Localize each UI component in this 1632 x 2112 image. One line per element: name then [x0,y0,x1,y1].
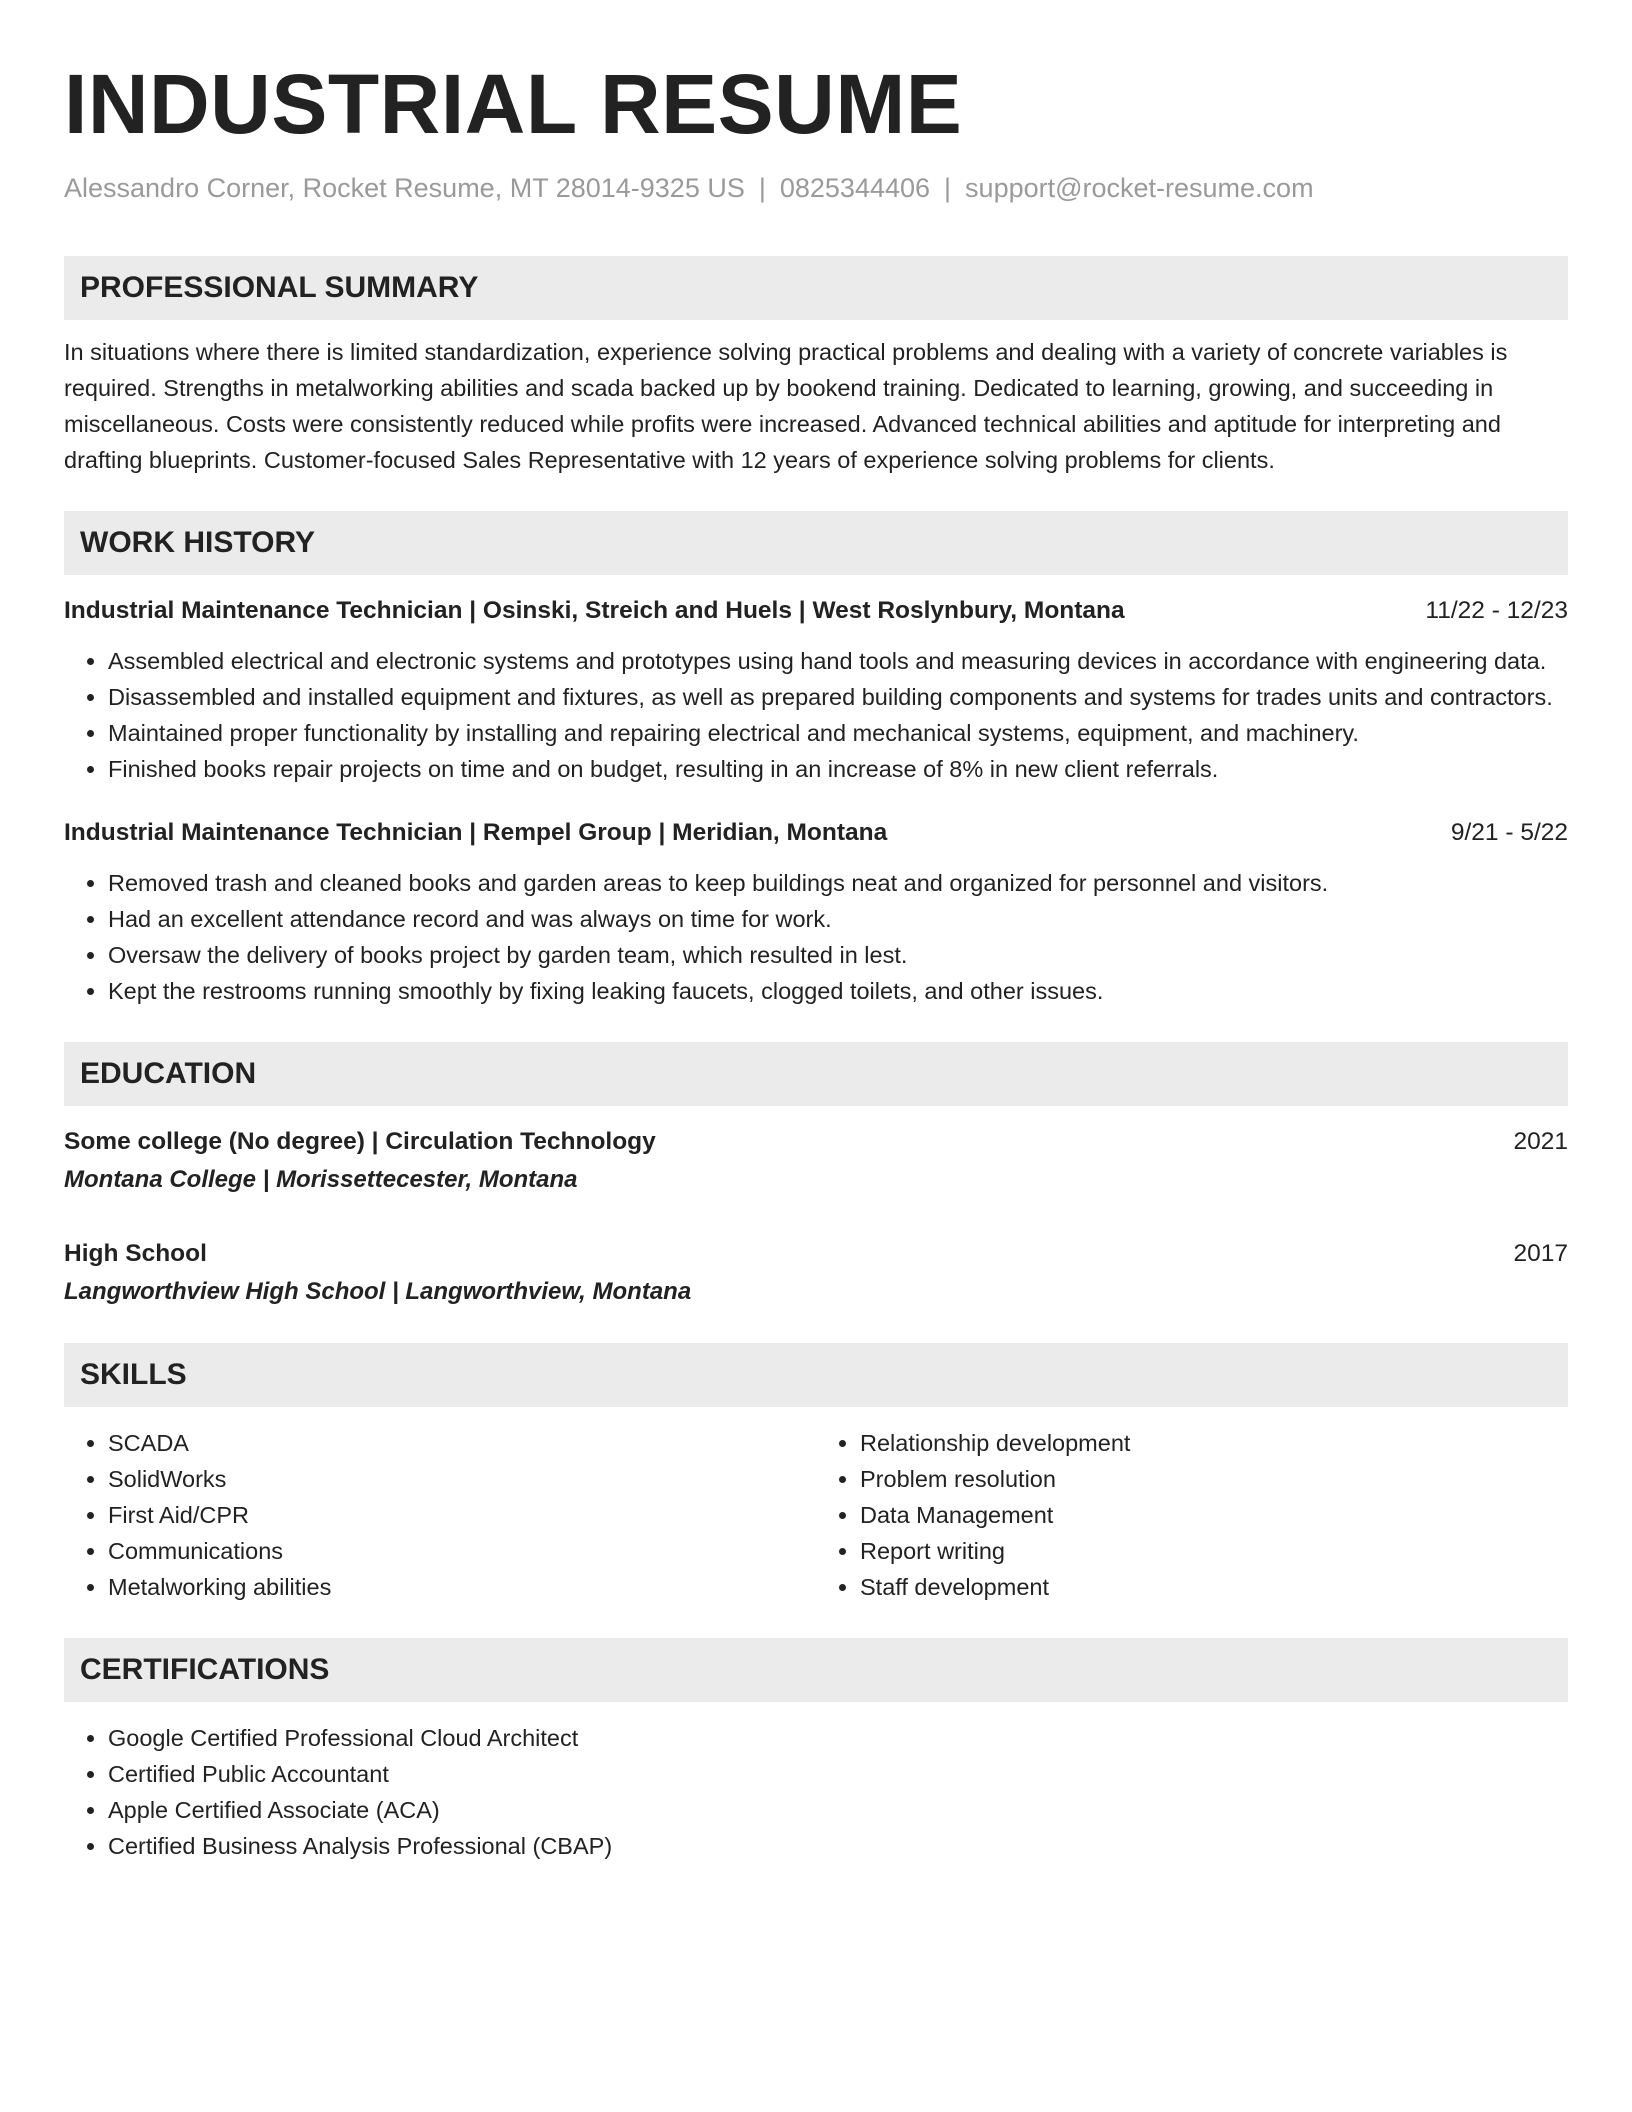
job-bullet: • Disassembled and installed equipment and fixtures, as well as prepared building components and systems for trades units and contractors. [108,679,1568,715]
contact-line [64,170,1568,206]
job-bullet: • Assembled electrical and electronic systems and prototypes using hand tools and measuring devices in accordance with engineering data. [108,643,1568,679]
job-bullets [64,643,1568,787]
section-heading-education: EDUCATION [64,1042,1568,1106]
work-history-section [64,511,1568,1009]
skill-item: • SCADA [108,1425,816,1461]
contact-separator: | [944,173,952,203]
education-year: 2021 [1513,1128,1568,1155]
certification-item: • Certified Business Analysis Professional (CBAP) [108,1828,1568,1864]
education-year: 2017 [1513,1240,1568,1267]
education-header [64,1124,1568,1160]
section-heading-work-history: WORK HISTORY [64,511,1568,575]
skill-item: • Report writing [860,1533,1568,1569]
certifications-section [64,1638,1568,1864]
section-heading-certifications: CERTIFICATIONS [64,1638,1568,1702]
skill-item: • Metalworking abilities [108,1569,816,1605]
education-degree: Some college (No degree) | Circulation Technology [64,1128,656,1155]
education-section [64,1042,1568,1310]
skill-item: • Relationship development [860,1425,1568,1461]
contact-phone: 0825344406 [779,173,931,203]
summary-text: In situations where there is limited standardization, experience solving practical problems and dealing with a variety of concrete variables is required. Strengths in metalworking abilities and scada backed up by bookend training. Dedicated to learning, growing, and succeeding in miscellaneous. Costs were consistently reduced while profits were increased. Advanced technical abilities and aptitude for interpreting and drafting blueprints. Customer-focused Sales Representative with 12 years of experience solving problems for clients. [64,339,1508,473]
job-title: Industrial Maintenance Technician | Rempel Group | Meridian, Montana [64,819,888,846]
skill-item: • Problem resolution [860,1461,1568,1497]
skills-list-right [816,1425,1568,1605]
job-bullet: • Kept the restrooms running smoothly by fixing leaking faucets, clogged toilets, and other issues. [108,973,1568,1009]
job-dates: 9/21 - 5/22 [1450,819,1568,846]
job-bullets [64,865,1568,1009]
job-dates: 11/22 - 12/23 [1425,597,1568,624]
contact-address: Alessandro Corner, Rocket Resume, MT 28014-9325 US [64,173,745,203]
job-bullet: • Maintained proper functionality by installing and repairing electrical and mechanical systems, equipment, and machinery. [108,715,1568,751]
education-school: Langworthview High School | Langworthview, Montana [64,1278,692,1305]
skills-section [64,1343,1568,1605]
certifications-list [64,1720,1568,1864]
job-bullet: • Oversaw the delivery of books project by garden team, which resulted in lest. [108,937,1568,973]
job-bullet: • Finished books repair projects on time and on budget, resulting in an increase of 8% in new client referrals. [108,751,1568,787]
section-heading-skills: SKILLS [64,1343,1568,1407]
education-entry [64,1124,1568,1198]
skill-item: • Staff development [860,1569,1568,1605]
contact-email: support@rocket-resume.com [965,173,1314,203]
section-heading-summary: PROFESSIONAL SUMMARY [64,256,1568,320]
job-bullet: • Removed trash and cleaned books and garden areas to keep buildings neat and organized for personnel and visitors. [108,865,1568,901]
education-degree: High School [64,1240,207,1267]
skills-columns [64,1425,1568,1605]
certification-item: • Certified Public Accountant [108,1756,1568,1792]
skill-item: • Communications [108,1533,816,1569]
skill-item: • SolidWorks [108,1461,816,1497]
job-header [64,815,1568,851]
summary-section [64,256,1568,478]
job-header [64,593,1568,629]
job-title: Industrial Maintenance Technician | Osinski, Streich and Huels | West Roslynbury, Montana [64,597,1125,624]
education-header [64,1236,1568,1272]
skill-item: • First Aid/CPR [108,1497,816,1533]
contact-separator: | [758,173,766,203]
job-entry [64,593,1568,787]
skill-item: • Data Management [860,1497,1568,1533]
education-school: Montana College | Morissettecester, Montana [64,1166,578,1193]
skills-list-left [64,1425,816,1605]
education-entry [64,1236,1568,1310]
certification-item: • Apple Certified Associate (ACA) [108,1792,1568,1828]
resume-title: INDUSTRIAL RESUME [64,57,963,151]
job-entry [64,815,1568,1009]
certification-item: • Google Certified Professional Cloud Architect [108,1720,1568,1756]
job-bullet: • Had an excellent attendance record and was always on time for work. [108,901,1568,937]
